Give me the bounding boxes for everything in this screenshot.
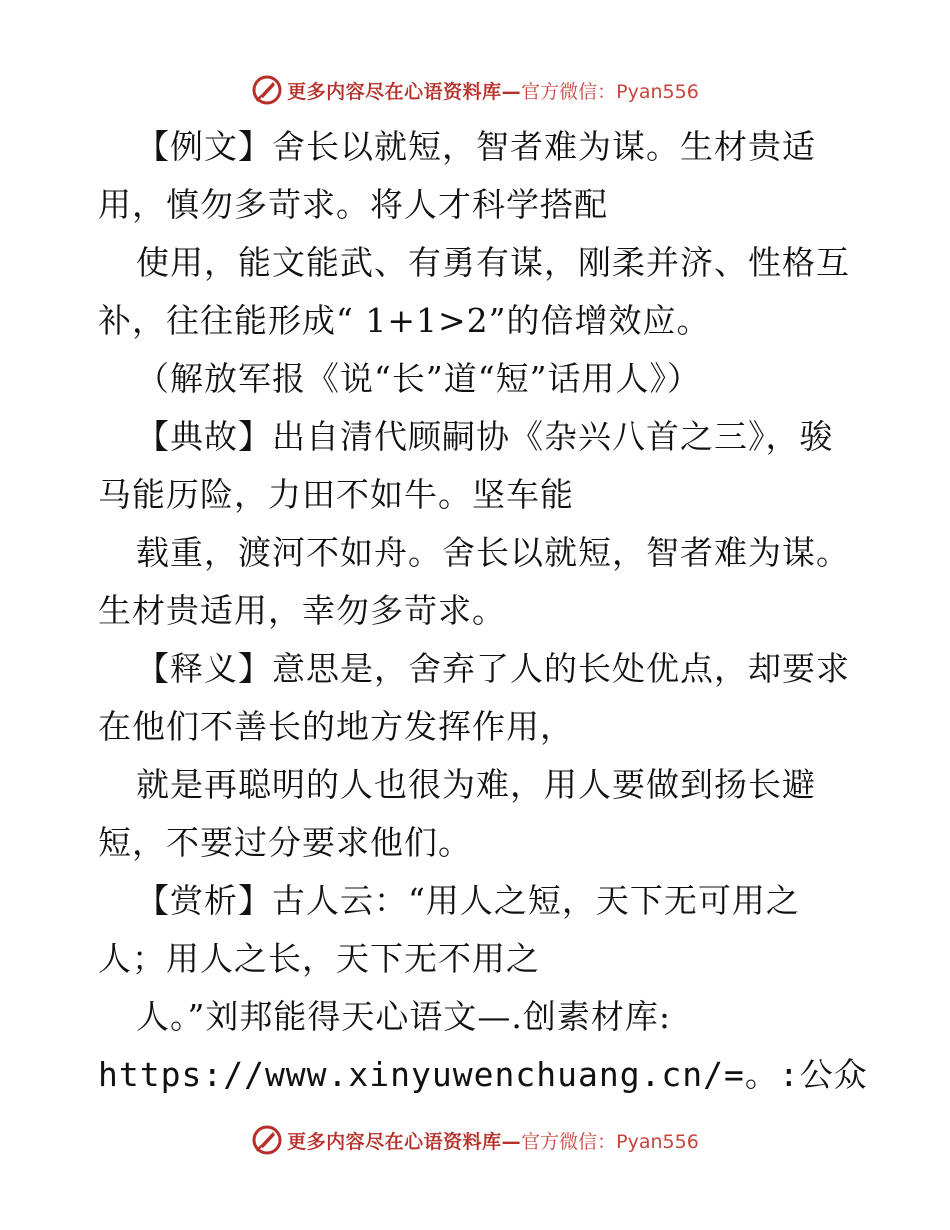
text-line: 【释义】意思是，舍弃了人的长处优点，却要求 <box>136 649 850 688</box>
text-line: 人；用人之长，天下无不用之 <box>98 939 540 978</box>
document-body <box>98 118 868 1104</box>
text-line: 马能历险，力田不如牛。坚车能 <box>98 475 574 514</box>
text-line: （解放军报《说“长”道“短”话用人》） <box>136 359 701 398</box>
text-line: 在他们不善长的地方发挥作用， <box>98 707 574 746</box>
text-line: 补，往往能形成“ 1+1>2”的倍增效应。 <box>98 301 711 340</box>
quill-logo-icon <box>251 1124 283 1156</box>
text-line: 【例文】舍长以就短，智者难为谋。生材贵适 <box>136 127 816 166</box>
text-line: 生材贵适用，幸勿多苛求。 <box>98 591 506 630</box>
banner-wechat: 官方微信：Pyan556 <box>521 1130 699 1153</box>
text-line: 短，不要过分要求他们。 <box>98 823 472 862</box>
banner-wechat: 官方微信：Pyan556 <box>521 80 699 103</box>
header-banner <box>0 72 950 108</box>
text-line: 人。”刘邦能得天心语文—.创素材库: <box>136 997 671 1036</box>
quill-logo-icon <box>251 74 283 106</box>
text-line: 使用，能文能武、有勇有谋，刚柔并济、性格互 <box>136 243 850 282</box>
text-line: 就是再聪明的人也很为难，用人要做到扬长避 <box>136 765 816 804</box>
banner-title: 更多内容尽在心语资料库— <box>287 1130 522 1153</box>
footer-banner <box>0 1122 950 1158</box>
text-line: 【典故】出自清代顾嗣协《杂兴八首之三》，骏 <box>136 417 834 456</box>
text-line: 载重，渡河不如舟。舍长以就短，智者难为谋。 <box>136 533 850 572</box>
banner-title: 更多内容尽在心语资料库— <box>287 80 522 103</box>
url-line: https://www.xinyuwenchuang.cn/=。:公众 <box>98 1055 868 1094</box>
text-line: 【赏析】古人云：“用人之短，天下无可用之 <box>136 881 800 920</box>
text-line: 用，慎勿多苛求。将人才科学搭配 <box>98 185 608 224</box>
